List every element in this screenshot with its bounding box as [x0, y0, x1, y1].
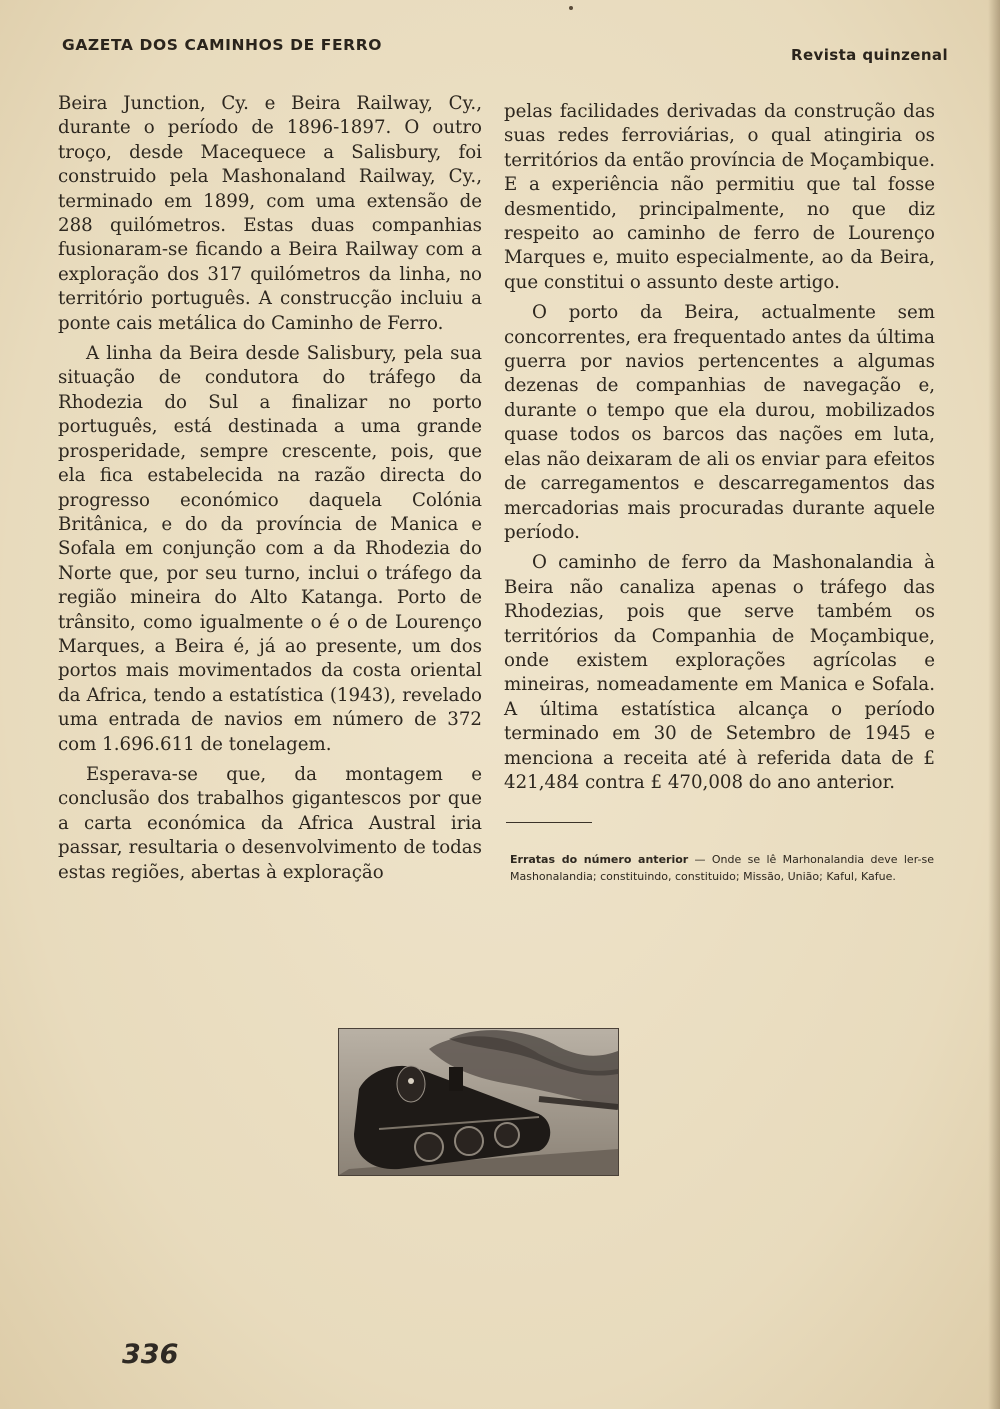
page-edge-shadow — [988, 0, 1000, 1409]
page-number: 336 — [122, 1339, 179, 1370]
footnote-divider — [506, 822, 592, 823]
paragraph: Beira Junction, Cy. e Beira Railway, Cy., durante o período de 1896-1897. O outro troço, desde Macequece a Salisbury, foi construido pela Mashonaland Railway, Cy., terminado em 1899, com uma extensão de 288 quilómetros. Estas duas companhias fusionaram-se ficando a Beira Railway com a exploração dos 317 quilómetros da linha, no território português. A construcção incluiu a ponte cais metálica do Caminho de Ferro. — [58, 93, 482, 334]
paragraph: O caminho de ferro da Mashonalandia à Beira não canaliza apenas o tráfego das Rhodezias, pois que serve também os territórios da Companhia de Moçambique, onde existem explorações agrícolas e mineiras, nomeadamente em Manica e Sofala. A última estatística alcança o período terminado em 30 de Setembro de 1945 e menciona a receita até à referida data de £ 421,484 contra £ 470,008 do ano anterior. — [504, 552, 935, 793]
publication-subtitle: Revista quinzenal — [791, 46, 948, 64]
right-column — [504, 100, 935, 801]
errata-text: — Onde se lê Marhonalandia deve ler-se Mashonalandia; constituindo, constituido; Missão, União; Kaful, Kafue. — [510, 853, 934, 883]
errata-title: Erratas do número anterior — [510, 853, 689, 866]
paragraph: A linha da Beira desde Salisbury, pela sua situação de condutora do tráfego da Rhodezia do Sul a finalizar no porto português, está destinada a uma grande prosperidade, sempre crescente, pois, que ela fica estabelecida na razão directa do progresso económico daquela Colónia Britânica, e do da província de Manica e Sofala em conjunção com a da Rhodezia do Norte que, por seu turno, inclui o tráfego da região mineira do Alto Katanga. Porto de trânsito, como igualmente o é o de Lourenço Marques, a Beira é, já ao presente, um dos portos mais movimentados da costa oriental da Africa, tendo a estatística (1943), revelado uma entrada de navios em número de 372 com 1.696.611 de tonelagem. — [58, 343, 482, 755]
paragraph: pelas facilidades derivadas da construção das suas redes ferroviárias, o qual atingiria os territórios da então província de Moçambique. E a experiência não permitiu que tal fosse desmentido, principalmente, no que diz respeito ao caminho de ferro de Lourenço Marques e, muito especialmente, ao da Beira, que constitui o assunto deste artigo. — [504, 101, 935, 293]
publication-title: GAZETA DOS CAMINHOS DE FERRO — [62, 36, 383, 54]
locomotive-photo — [338, 1028, 619, 1176]
errata-note — [510, 851, 934, 885]
paragraph: O porto da Beira, actualmente sem concorrentes, era frequentado antes da última guerra por navios pertencentes a algumas dezenas de companhias de navegação e, durante o tempo que ela durou, mobilizados quase todos os barcos das nações em luta, elas não deixaram de ali os enviar para efeitos de carregamentos e descarregamentos das mercadorias mais procuradas durante aquele período. — [504, 302, 935, 543]
left-column — [58, 92, 482, 891]
paragraph: Esperava-se que, da montagem e conclusão dos trabalhos gigantescos por que a carta económica da Africa Austral iria passar, resultaria o desenvolvimento de todas estas regiões, abertas à exploração — [58, 763, 482, 883]
locomotive-illustration — [339, 1029, 618, 1175]
ink-dot — [569, 6, 573, 10]
